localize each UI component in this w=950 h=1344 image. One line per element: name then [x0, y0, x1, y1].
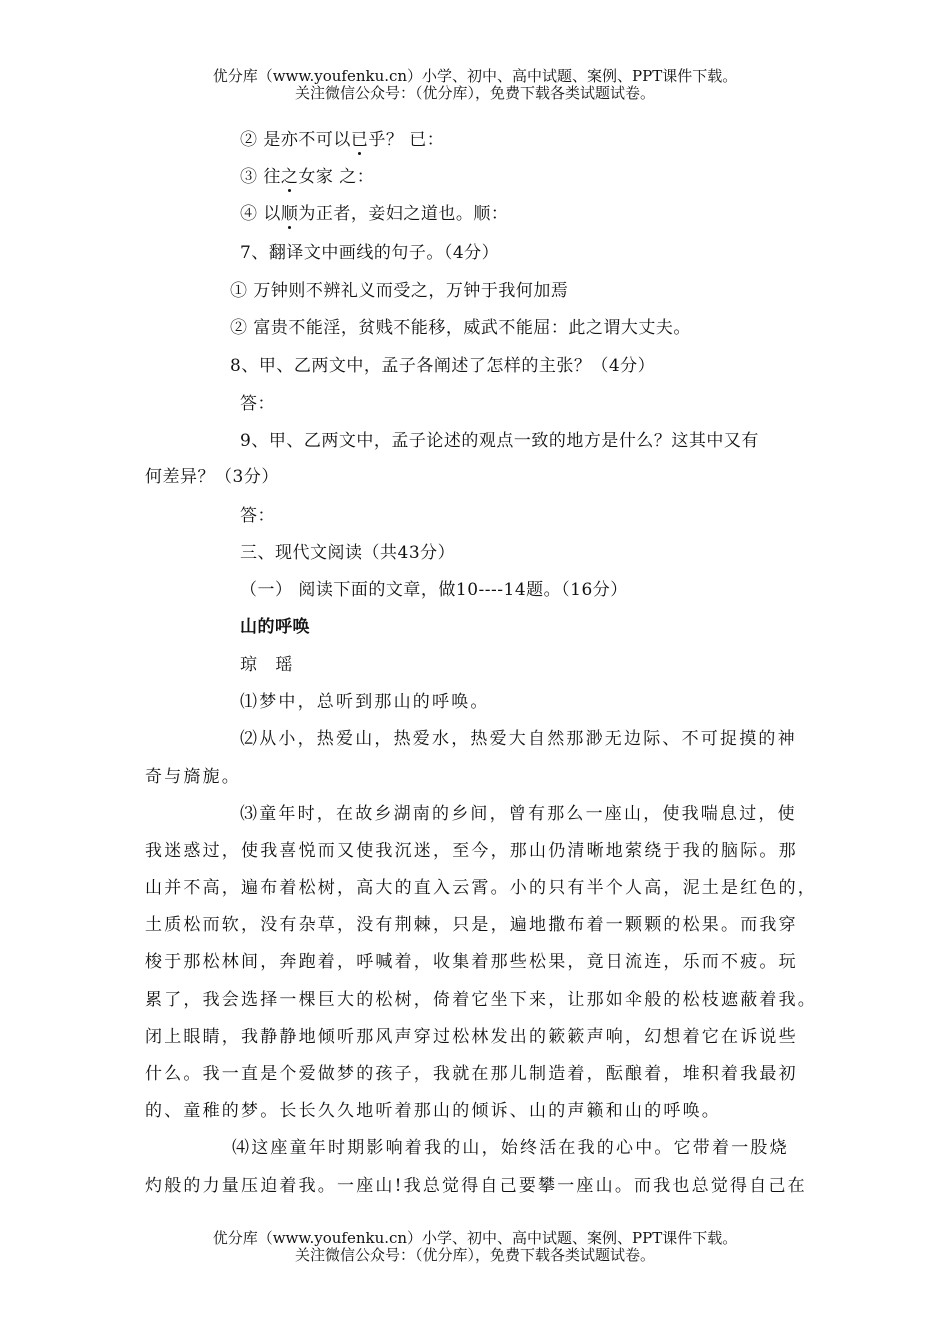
q7-sentence-1: ① 万钟则不辨礼义而受之，万钟于我何加焉 — [230, 281, 569, 301]
paragraph-3-line-9: 的、童稚的梦。长长久久地听着那山的倾诉、山的声籁和山的呼唤。 — [145, 1101, 721, 1121]
q6-item-4-post: 为正者，妾妇之道也。顺： — [298, 204, 509, 224]
section-3-title: 三、现代文阅读（共43分） — [240, 543, 456, 563]
paragraph-4-line-2: 灼般的力量压迫着我。一座山!我总觉得自己要攀一座山。而我也总觉得自己在 — [145, 1176, 807, 1196]
q6-item-2-post: 乎？ 已： — [368, 130, 445, 150]
paragraph-3-line-7: 闭上眼睛，我静静地倾听那风声穿过松林发出的簌簌声响，幻想着它在诉说些 — [145, 1027, 798, 1047]
q9-title-line-2: 何差异？（3分） — [145, 467, 279, 487]
q6-item-3-pre: ③ 往 — [240, 167, 281, 187]
section-3-subtitle: （一） 阅读下面的文章，做10----14题。（16分） — [240, 580, 628, 600]
q7-title: 7、翻译文中画线的句子。（4分） — [240, 243, 500, 263]
q8-answer: 答： — [240, 394, 275, 414]
paragraph-4-line-1: ⑷这座童年时期影响着我的山，始终活在我的心中。它带着一股烧 — [232, 1138, 789, 1158]
q6-item-4-pre: ④ 以 — [240, 204, 281, 224]
q6-item-2-pre: ② 是亦不可以 — [240, 130, 351, 150]
paragraph-3-line-3: 山并不高，遍布着松树，高大的直入云霄。小的只有半个人高，泥土是红色的， — [145, 878, 817, 898]
page-header — [0, 68, 950, 102]
q8-title: 8、甲、乙两文中，孟子各阐述了怎样的主张？（4分） — [230, 356, 656, 376]
q6-item-4 — [240, 199, 508, 224]
header-line-2: 关注微信公众号：（优分库），免费下载各类试题试卷。 — [294, 84, 655, 102]
page-footer — [0, 1230, 950, 1264]
footer-line-2: 关注微信公众号：（优分库），免费下载各类试题试卷。 — [294, 1246, 655, 1264]
paragraph-3-line-6: 累了，我会选择一棵巨大的松树，倚着它坐下来，让那如伞般的松枝遮蔽着我。 — [145, 990, 817, 1010]
paragraph-3-line-2: 我迷惑过，使我喜悦而又使我沉迷，至今，那山仍清晰地萦绕于我的脑际。那 — [145, 841, 798, 861]
q7-sentence-2: ② 富贵不能淫，贫贱不能移，威武不能屈：此之谓大丈夫。 — [230, 318, 691, 338]
paragraph-3-line-5: 梭于那松林间，奔跑着，呼喊着，收集着那些松果，竟日流连，乐而不疲。玩 — [145, 952, 798, 972]
paragraph-2-line-2: 奇与旖旎。 — [145, 767, 241, 787]
q9-title-line-1: 9、甲、乙两文中，孟子论述的观点一致的地方是什么？这其中又有 — [240, 431, 759, 451]
q6-item-2 — [240, 125, 444, 150]
article-author: 琼 瑶 — [240, 655, 293, 675]
q6-item-3-dotted-char: 之 — [280, 167, 299, 187]
q6-item-3 — [240, 162, 374, 187]
paragraph-2-line-1: ⑵从小，热爱山，热爱水，热爱大自然那渺无边际、不可捉摸的神 — [240, 729, 797, 749]
paragraph-3-line-8: 什么。我一直是个爱做梦的孩子，我就在那儿制造着，酝酿着，堆积着我最初 — [145, 1064, 798, 1084]
paragraph-3-line-4: 土质松而软，没有杂草，没有荆棘，只是，遍地撒布着一颗颗的松果。而我穿 — [145, 915, 798, 935]
paragraph-3-line-1: ⑶童年时，在故乡湖南的乡间，曾有那么一座山，使我喘息过，使 — [240, 804, 797, 824]
footer-line-1: 优分库（www.youfenku.cn）小学、初中、高中试题、案例、PPT课件下载。 — [212, 1229, 738, 1247]
header-line-1: 优分库（www.youfenku.cn）小学、初中、高中试题、案例、PPT课件下载。 — [212, 67, 738, 85]
article-title: 山的呼唤 — [240, 617, 310, 637]
q6-item-2-dotted-char: 已 — [350, 130, 369, 150]
q6-item-3-post: 女家 之： — [298, 167, 375, 187]
q6-item-4-dotted-char: 顺 — [280, 204, 299, 224]
q9-answer: 答： — [240, 506, 275, 526]
paragraph-1: ⑴梦中，总听到那山的呼唤。 — [240, 692, 490, 712]
